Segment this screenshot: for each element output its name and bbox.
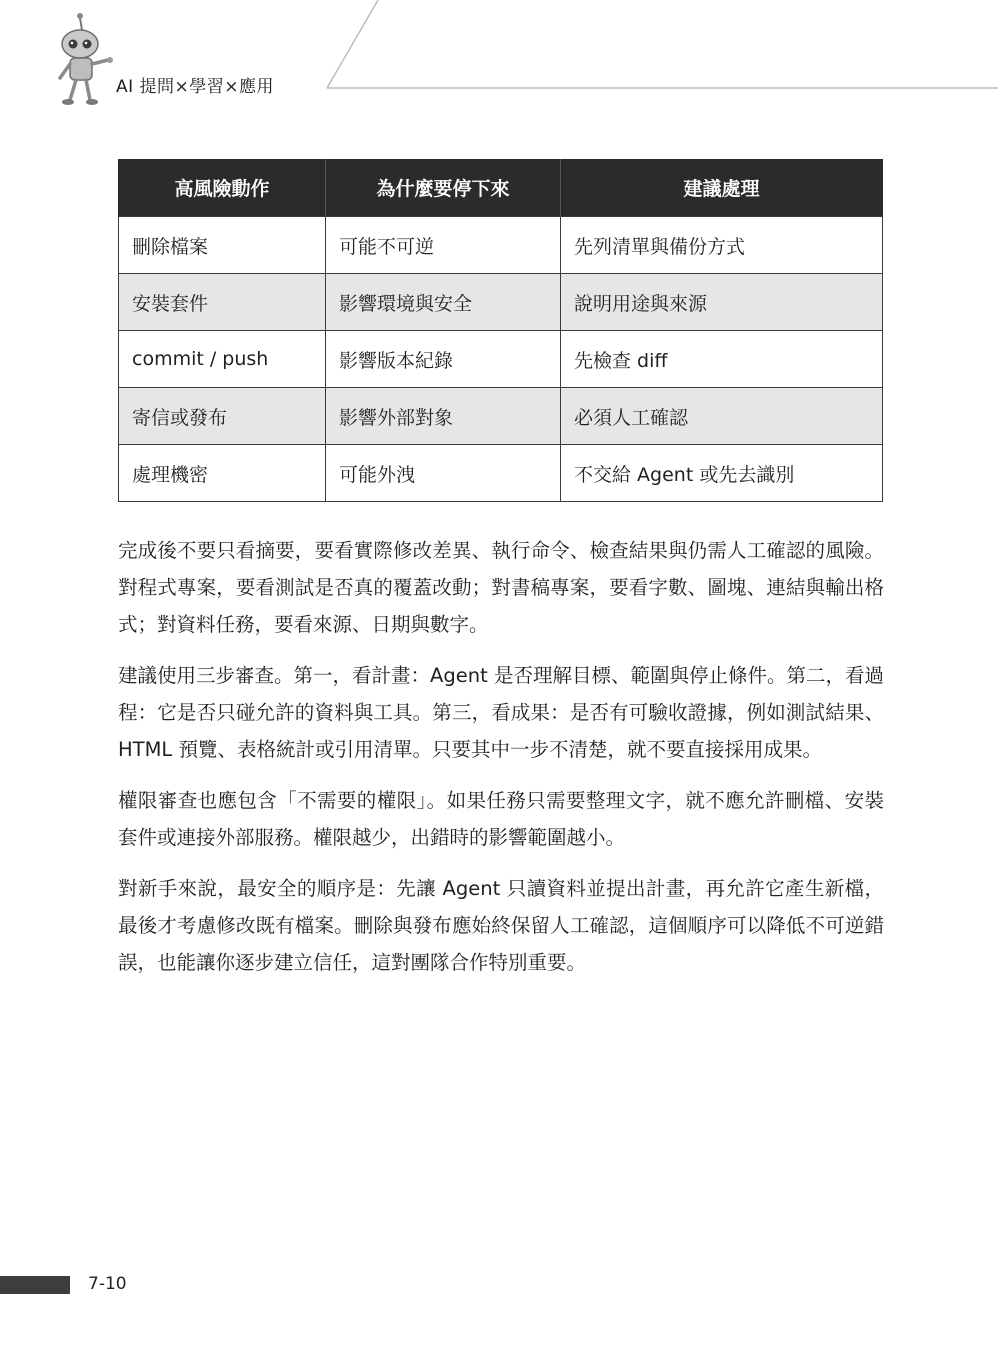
table-cell: commit / push	[119, 331, 326, 388]
paragraph: 對新手來說，最安全的順序是：先讓 Agent 只讀資料並提出計畫，再允許它產生新檔，最後才考慮修改既有檔案。刪除與發布應始終保留人工確認，這個順序可以降低不可逆錯誤，也能讓你逐步建立信任，這對團隊合作特別重要。	[118, 877, 884, 974]
table-cell: 可能外洩	[326, 445, 561, 502]
book-title: AI 提問×學習×應用	[116, 77, 275, 97]
table-row	[119, 217, 883, 274]
body-text	[118, 532, 884, 995]
table-cell: 必須人工確認	[561, 388, 883, 445]
table-row	[119, 274, 883, 331]
paragraph: 建議使用三步審查。第一，看計畫：Agent 是否理解目標、範圍與停止條件。第二，看過程：它是否只碰允許的資料與工具。第三，看成果：是否有可驗收證據，例如測試結果、HTML 預覽、表格統計或引用清單。只要其中一步不清楚，就不要直接採用成果。	[118, 664, 884, 761]
table-header-cell: 建議處理	[561, 159, 883, 217]
table-header-cell: 高風險動作	[119, 159, 326, 217]
table-cell: 可能不可逆	[326, 217, 561, 274]
paragraph: 權限審查也應包含「不需要的權限」。如果任務只需要整理文字，就不應允許刪檔、安裝套件或連接外部服務。權限越少，出錯時的影響範圍越小。	[118, 789, 884, 849]
page-number: 7-10	[88, 1274, 127, 1294]
table-cell: 影響版本紀錄	[326, 331, 561, 388]
footer-bar	[0, 1276, 70, 1294]
table-cell: 不交給 Agent 或先去識別	[561, 445, 883, 502]
paragraph: 完成後不要只看摘要，要看實際修改差異、執行命令、檢查結果與仍需人工確認的風險。對程式專案，要看測試是否真的覆蓋改動；對書稿專案，要看字數、圖塊、連結與輸出格式；對資料任務，要看來源、日期與數字。	[118, 539, 884, 636]
risk-actions-table	[118, 159, 882, 502]
table-cell: 先檢查 diff	[561, 331, 883, 388]
table-header-row	[119, 159, 883, 217]
table-cell: 安裝套件	[119, 274, 326, 331]
table-cell: 刪除檔案	[119, 217, 326, 274]
table-row	[119, 331, 883, 388]
table-cell: 影響外部對象	[326, 388, 561, 445]
robot-mascot-icon	[60, 13, 113, 105]
table-cell: 先列清單與備份方式	[561, 217, 883, 274]
table-row	[119, 388, 883, 445]
header-decoration	[0, 0, 1000, 120]
table-header-cell: 為什麼要停下來	[326, 159, 561, 217]
table-cell: 寄信或發布	[119, 388, 326, 445]
table-row	[119, 445, 883, 502]
table-cell: 處理機密	[119, 445, 326, 502]
page-header	[0, 0, 1000, 120]
table-cell: 影響環境與安全	[326, 274, 561, 331]
table-cell: 說明用途與來源	[561, 274, 883, 331]
